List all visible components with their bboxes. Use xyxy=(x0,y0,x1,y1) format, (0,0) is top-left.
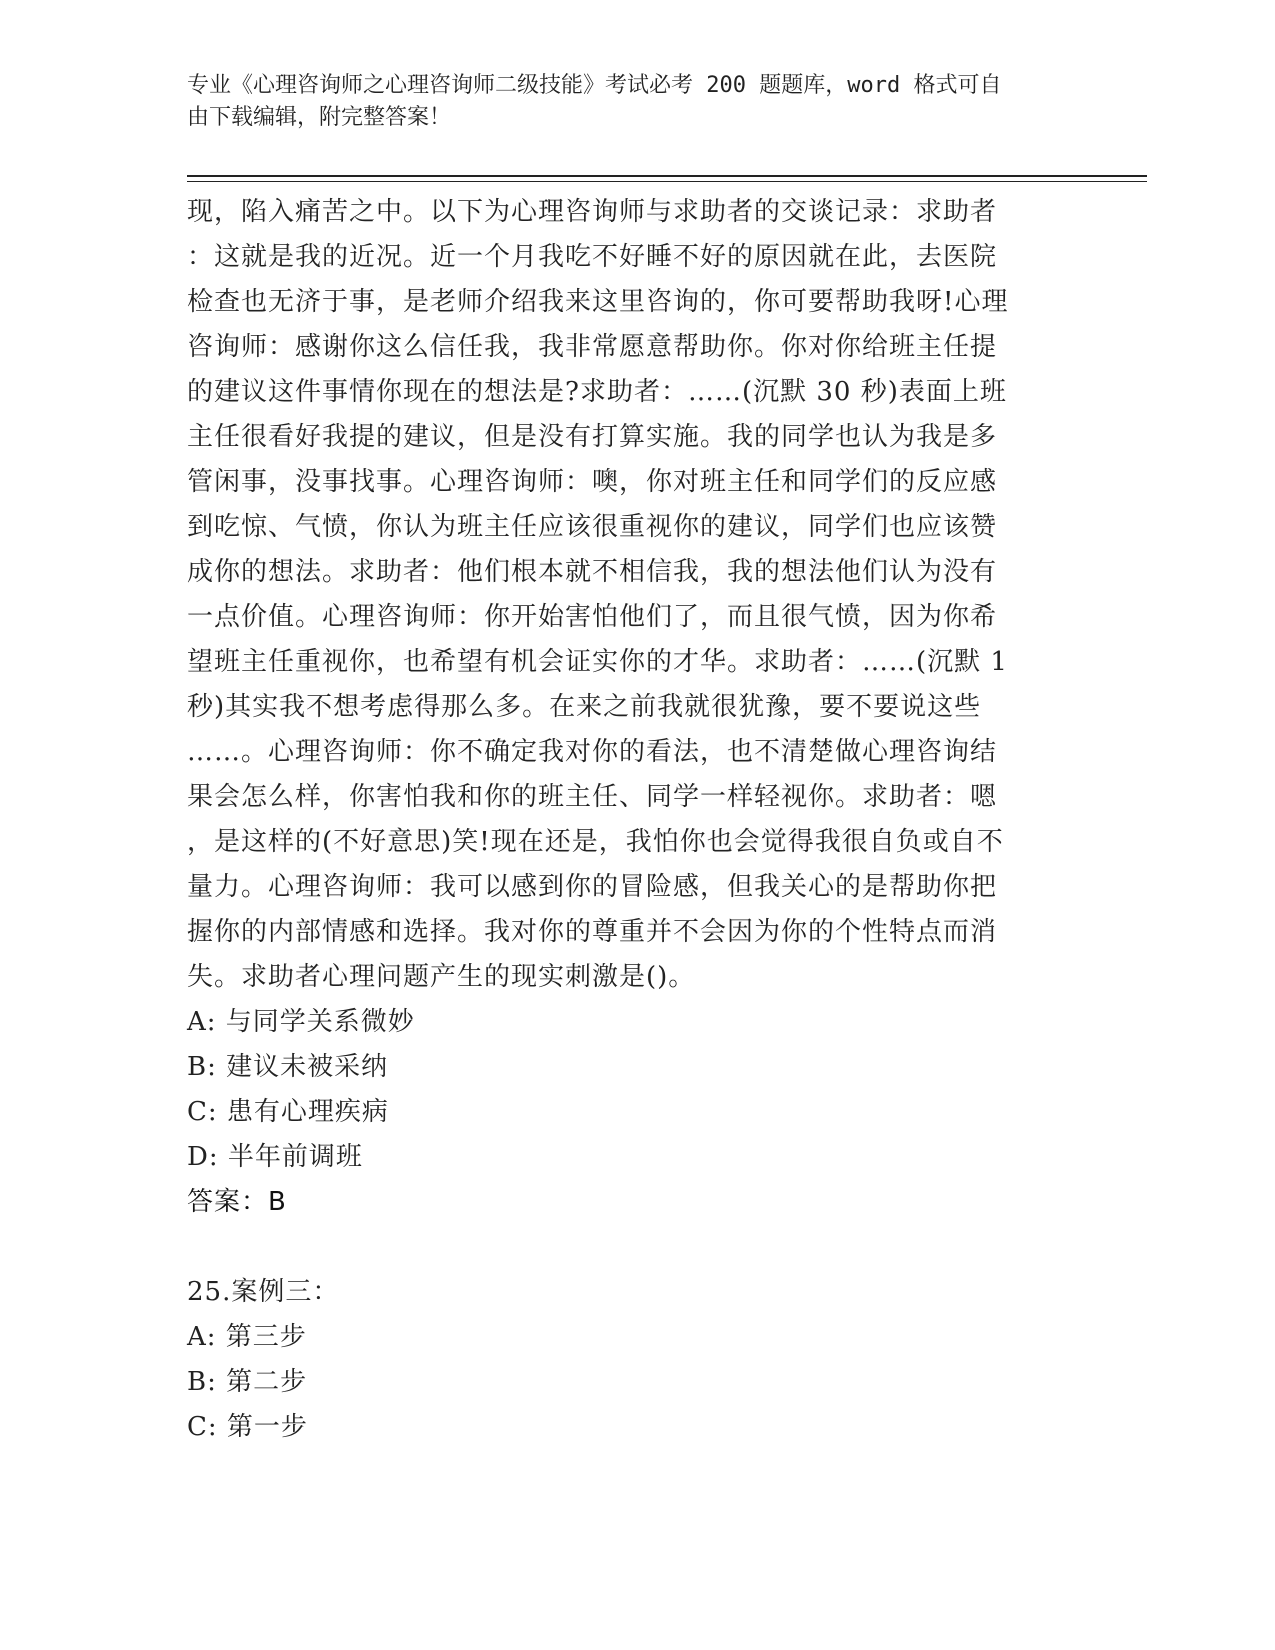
option-c: C: 第一步 xyxy=(187,1412,308,1442)
stem-line: 失。求助者心理问题产生的现实刺激是()。 xyxy=(187,962,696,992)
option-a: A: 与同学关系微妙 xyxy=(187,1007,415,1037)
stem-line: 到吃惊、气愤，你认为班主任应该很重视你的建议，同学们也应该赞 xyxy=(187,512,998,542)
option-d: D: 半年前调班 xyxy=(187,1142,363,1172)
option-a: A: 第三步 xyxy=(187,1322,307,1352)
option-b: B: 第二步 xyxy=(187,1367,308,1397)
stem-line: 现，陷入痛苦之中。以下为心理咨询师与求助者的交谈记录：求助者 xyxy=(187,197,998,227)
stem-line: ，是这样的(不好意思)笑!现在还是，我怕你也会觉得我很自负或自不 xyxy=(187,827,1004,857)
spacer xyxy=(187,1225,1067,1270)
header-line-2: 由下载编辑，附完整答案！ xyxy=(187,105,452,130)
header-line-1: 专业《心理咨询师之心理咨询师二级技能》考试必考 200 题题库，word 格式可自 xyxy=(187,73,1002,98)
stem-line: 果会怎么样，你害怕我和你的班主任、同学一样轻视你。求助者：嗯 xyxy=(187,782,998,812)
document-body xyxy=(187,190,1067,1450)
stem-line: 的建议这件事情你现在的想法是?求助者：……(沉默 30 秒)表面上班 xyxy=(187,377,1007,407)
question-24-answer: 答案：B xyxy=(187,1187,287,1217)
question-25 xyxy=(187,1270,1067,1450)
stem-line: 量力。心理咨询师：我可以感到你的冒险感，但我关心的是帮助你把 xyxy=(187,872,998,902)
question-24-stem xyxy=(187,190,1067,1000)
question-24-options xyxy=(187,1000,1067,1180)
page-header xyxy=(187,70,1087,134)
stem-line: ：这就是我的近况。近一个月我吃不好睡不好的原因就在此，去医院 xyxy=(187,242,998,272)
stem-line: 握你的内部情感和选择。我对你的尊重并不会因为你的个性特点而消 xyxy=(187,917,998,947)
stem-line: ……。心理咨询师：你不确定我对你的看法，也不清楚做心理咨询结 xyxy=(187,737,998,767)
question-25-title: 25.案例三： xyxy=(187,1277,340,1307)
stem-line: 咨询师：感谢你这么信任我，我非常愿意帮助你。你对你给班主任提 xyxy=(187,332,998,362)
option-b: B: 建议未被采纳 xyxy=(187,1052,389,1082)
option-c: C: 患有心理疾病 xyxy=(187,1097,389,1127)
stem-line: 一点价值。心理咨询师：你开始害怕他们了，而且很气愤，因为你希 xyxy=(187,602,998,632)
stem-line: 检查也无济于事，是老师介绍我来这里咨询的，你可要帮助我呀!心理 xyxy=(187,287,1009,317)
stem-line: 主任很看好我提的建议，但是没有打算实施。我的同学也认为我是多 xyxy=(187,422,998,452)
header-divider-thin xyxy=(187,181,1147,182)
stem-line: 望班主任重视你，也希望有机会证实你的才华。求助者：……(沉默 1 xyxy=(187,647,1008,677)
header-divider-thick xyxy=(187,175,1147,177)
stem-line: 管闲事，没事找事。心理咨询师：噢，你对班主任和同学们的反应感 xyxy=(187,467,998,497)
stem-line: 秒)其实我不想考虑得那么多。在来之前我就很犹豫，要不要说这些 xyxy=(187,692,982,722)
stem-line: 成你的想法。求助者：他们根本就不相信我，我的想法他们认为没有 xyxy=(187,557,998,587)
